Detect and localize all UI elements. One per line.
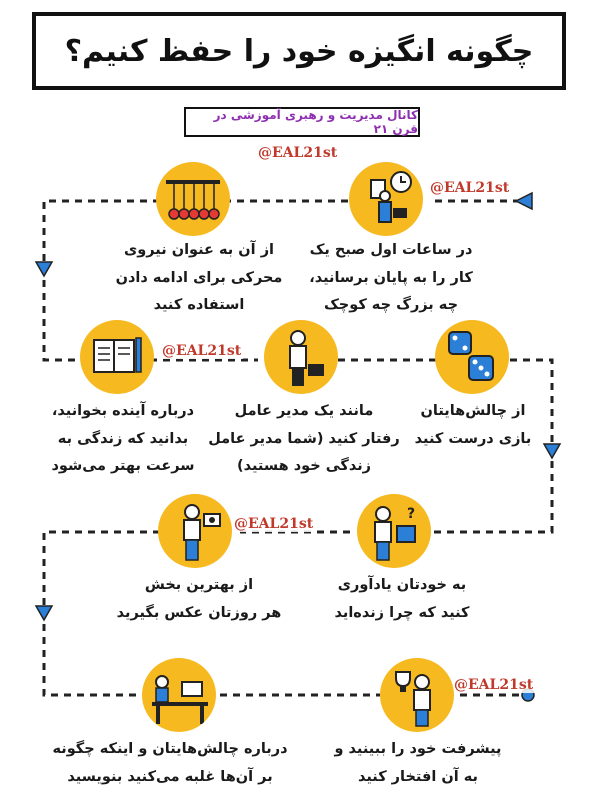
down-arrow-icon-1	[36, 262, 52, 276]
watermark-3: @EAL21st	[162, 343, 242, 359]
watermark-4: @EAL21st	[234, 516, 314, 532]
step-5-caption: درباره آینده بخوانید، بدانید که زندگی به سرعت بهتر می‌شود	[51, 403, 195, 475]
notebook-pencil-icon	[80, 320, 154, 394]
channel-label: کانال مدیریت و رهبری آموزشی در قرن ۲۱	[213, 108, 418, 136]
step-1-caption: در ساعات اول صبح یک کار را به پایان برسانید، چه بزرگ چه کوچک	[309, 242, 473, 314]
page-title: چگونه انگیزه خود را حفظ کنیم؟	[64, 33, 534, 69]
svg-text:?: ?	[407, 506, 416, 522]
manager-briefcase-icon	[264, 320, 338, 394]
newtons-cradle-icon	[156, 162, 230, 236]
dice-icon	[435, 320, 509, 394]
step-7-caption: از بهترین بخش هر روزتان عکس بگیرید	[116, 577, 282, 621]
person-box-question-icon	[357, 494, 431, 568]
step-3-caption: از چالش‌هایتان بازی درست کنید	[414, 403, 532, 447]
trophy-person-icon	[380, 658, 454, 732]
step-6-caption: به خودتان یادآوری کنید که چرا زنده‌اید	[334, 577, 470, 621]
step-2-caption: از آن به عنوان نیروی محرکی برای ادامه دادن استفاده کنید	[115, 242, 283, 314]
down-arrow-icon-3	[36, 606, 52, 620]
step-4-caption: مانند یک مدیر عامل رفتار کنید (شما مدیر عامل زندگی خود هستید)	[208, 403, 400, 475]
person-camera-icon	[158, 494, 232, 568]
watermark-2: @EAL21st	[430, 180, 510, 196]
watermark-5: @EAL21st	[454, 677, 534, 693]
start-arrow-icon	[516, 193, 532, 209]
person-at-desk-icon	[142, 658, 216, 732]
step-8-caption: پیشرفت خود را ببینید و به آن افتخار کنید	[334, 741, 502, 785]
step-9-caption: درباره چالش‌هایتان و اینکه چگونه بر آن‌ها غلبه می‌کنید بنویسید	[52, 741, 288, 785]
tasks-clock-person-icon	[349, 162, 423, 236]
watermark-1: @EAL21st	[258, 145, 338, 161]
